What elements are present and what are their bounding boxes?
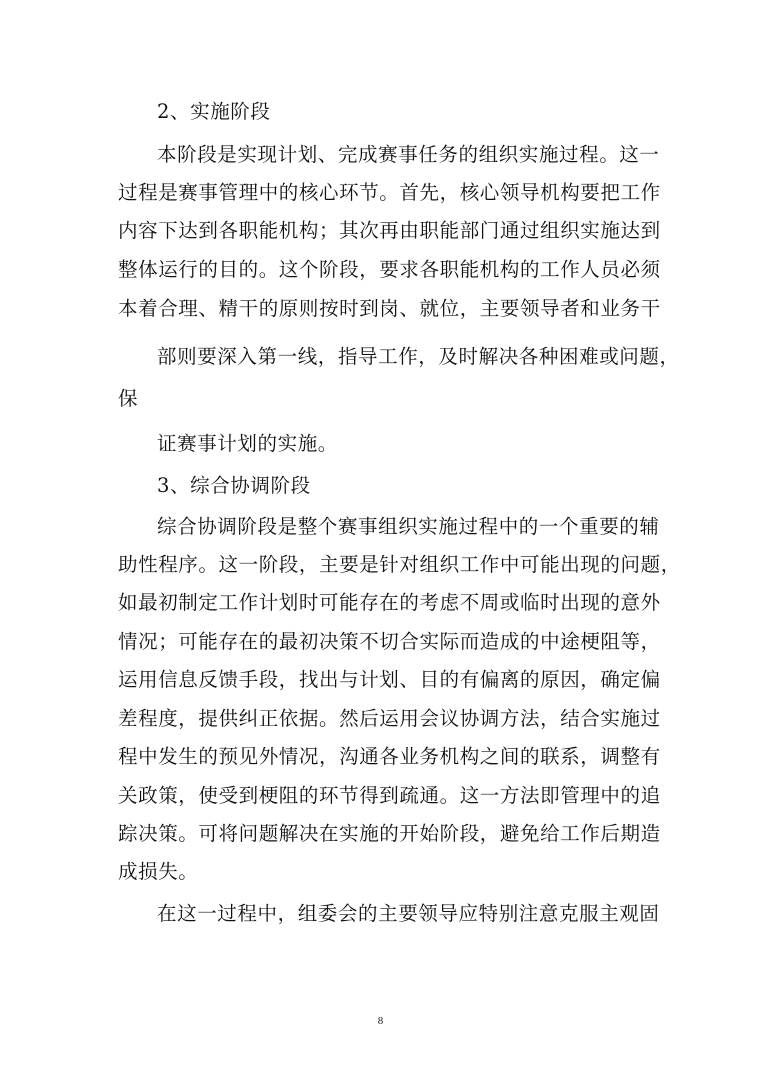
- paragraph-line: 整体运行的目的。这个阶段，要求各职能机构的工作人员必须: [118, 258, 661, 281]
- paragraph-line: 踪决策。可将问题解决在实施的开始阶段，避免给工作后期造: [118, 822, 661, 845]
- paragraph-line: 本阶段是实现计划、完成赛事任务的组织实施过程。这一: [157, 143, 660, 166]
- paragraph-line: 在这一过程中，组委会的主要领导应特别注意克服主观固: [157, 902, 660, 925]
- paragraph-line: 助性程序。这一阶段，主要是针对组织工作中可能出现的问题，: [118, 553, 681, 576]
- paragraph-line: 证赛事计划的实施。: [157, 432, 338, 455]
- section-heading-coordination: 3、综合协调阶段: [157, 474, 311, 497]
- paragraph-line: 部则要深入第一线，指导工作，及时解决各种困难或问题，: [157, 345, 680, 368]
- paragraph-line: 如最初制定工作计划时可能存在的考虑不周或临时出现的意外: [118, 591, 661, 614]
- paragraph-line: 本着合理、精干的原则按时到岗、就位，主要领导者和业务干: [118, 297, 661, 320]
- paragraph-line: 差程度，提供纠正依据。然后运用会议协调方法，结合实施过: [118, 707, 661, 730]
- paragraph-line: 综合协调阶段是整个赛事组织实施过程中的一个重要的辅: [157, 515, 660, 538]
- paragraph-line: 情况；可能存在的最初决策不切合实际而造成的中途梗阻等，: [118, 630, 661, 653]
- paragraph-line: 关政策，使受到梗阻的环节得到疏通。这一方法即管理中的追: [118, 784, 661, 807]
- paragraph-line: 保: [118, 387, 139, 410]
- section-heading-implementation: 2、实施阶段: [157, 100, 271, 123]
- paragraph-line: 成损失。: [118, 860, 199, 883]
- page-number: 8: [377, 1015, 384, 1027]
- paragraph-line: 程中发生的预见外情况，沟通各业务机构之间的联系，调整有: [118, 745, 661, 768]
- paragraph-line: 内容下达到各职能机构；其次再由职能部门通过组织实施达到: [118, 219, 661, 242]
- paragraph-line: 过程是赛事管理中的核心环节。首先，核心领导机构要把工作: [118, 181, 661, 204]
- paragraph-line: 运用信息反馈手段，找出与计划、目的有偏离的原因，确定偏: [118, 668, 661, 691]
